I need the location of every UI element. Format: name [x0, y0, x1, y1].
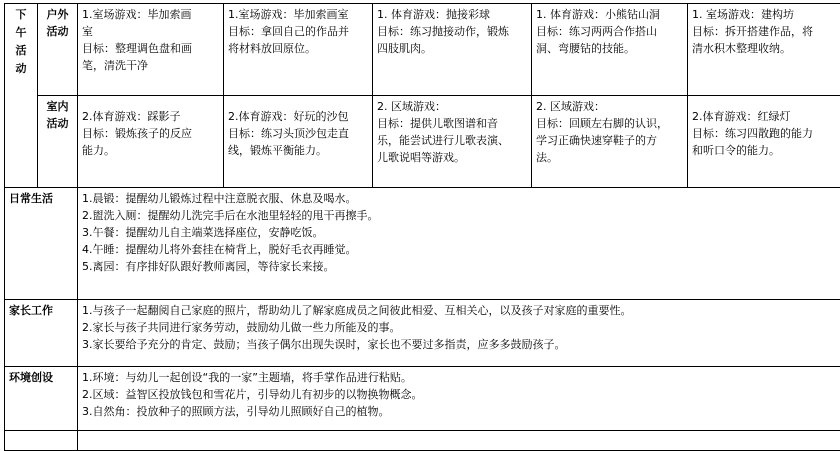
afternoon-outdoor-row [5, 4, 840, 96]
next-row-partial [5, 431, 840, 451]
indoor-activity-cell: 2.体育游戏：红绿灯 目标：练习四散跑的能力 和听口令的能力。 [688, 96, 840, 188]
list-item: 5.离园：有序排好队跟好教师离园，等待家长来接。 [82, 258, 840, 275]
list-item: 1.晨锻：提醒幼儿锻炼过程中注意脱衣服、休息及喝水。 [82, 190, 840, 207]
next-row-label [5, 431, 78, 451]
indoor-activity-label: 室内 活动 [38, 96, 78, 188]
environment-row [5, 367, 840, 431]
list-item: 1.环境：与幼儿一起创设“我的一家”主题墙，将手掌作品进行粘贴。 [82, 369, 840, 386]
environment-label: 环境创设 [5, 367, 78, 431]
list-item: 3.午餐：提醒幼儿自主端菜选择座位，安静吃饭。 [82, 224, 840, 241]
outdoor-activity-cell: 1. 体育游戏：抛接彩球 目标：练习抛接动作，锻炼 四肢肌肉。 [373, 4, 532, 96]
afternoon-indoor-row [5, 96, 840, 188]
outdoor-activity-cell: 1.室场游戏：毕加索画室 目标：拿回自己的作品并 将材料放回原位。 [224, 4, 373, 96]
list-item: 4.午睡：提醒幼儿将外套挂在椅背上，脱好毛衣再睡觉。 [82, 241, 840, 258]
environment-content [78, 367, 840, 431]
outdoor-activity-cell: 1. 体育游戏：小熊钻山洞 目标：练习两两合作搭山 洞、弯腰钻的技能。 [532, 4, 688, 96]
afternoon-section-label [5, 4, 38, 188]
list-item: 3.自然角：投放种子的照顾方法，引导幼儿照顾好自己的植物。 [82, 403, 840, 420]
outdoor-activity-cell: 1.室场游戏：毕加索画 室 目标：整理调色盘和画 笔，清洗干净 [78, 4, 224, 96]
list-item: 3.家长要给予充分的肯定、鼓励；当孩子偶尔出现失误时，家长也不要过多指责，应多多鼓励孩子。 [82, 336, 840, 353]
indoor-activity-cell: 2.体育游戏：踩影子 目标：锻炼孩子的反应 能力。 [78, 96, 224, 188]
indoor-activity-cell: 2. 区域游戏： 目标：提供儿歌图谱和音 乐，能尝试进行儿歌表演、 儿歌说唱等游戏。 [373, 96, 532, 188]
parent-work-content [78, 300, 840, 367]
outdoor-activity-cell: 1. 室场游戏：建构坊 目标：拆开搭建作品，将 清水积木整理收纳。 [688, 4, 840, 96]
afternoon-label-char: 午 [14, 24, 28, 42]
indoor-activity-cell: 2. 区域游戏： 目标：回顾左右脚的认识， 学习正确快速穿鞋子的方 法。 [532, 96, 688, 188]
outdoor-activity-label: 户外 活动 [38, 4, 78, 96]
parent-work-label: 家长工作 [5, 300, 78, 367]
afternoon-label-char: 下 [14, 6, 28, 24]
next-row-content [78, 431, 840, 451]
daily-life-content [78, 188, 840, 300]
list-item: 1.与孩子一起翻阅自己家庭的照片，帮助幼儿了解家庭成员之间彼此相爱、互相关心，以及孩子对家庭的重要性。 [82, 302, 840, 319]
weekly-plan-table [4, 3, 840, 451]
parent-work-row [5, 300, 840, 367]
list-item: 2.区域：益智区投放钱包和雪花片，引导幼儿有初步的以物换物概念。 [82, 386, 840, 403]
afternoon-label-char: 活 [14, 42, 28, 60]
daily-life-row [5, 188, 840, 300]
afternoon-label-char: 动 [14, 60, 28, 78]
indoor-activity-cell: 2.体育游戏：好玩的沙包 目标：练习头顶沙包走直 线，锻炼平衡能力。 [224, 96, 373, 188]
list-item: 2.家长与孩子共同进行家务劳动，鼓励幼儿做一些力所能及的事。 [82, 319, 840, 336]
list-item: 2.盥洗入厕：提醒幼儿洗完手后在水池里轻轻的甩干再擦手。 [82, 207, 840, 224]
daily-life-label: 日常生活 [5, 188, 78, 300]
